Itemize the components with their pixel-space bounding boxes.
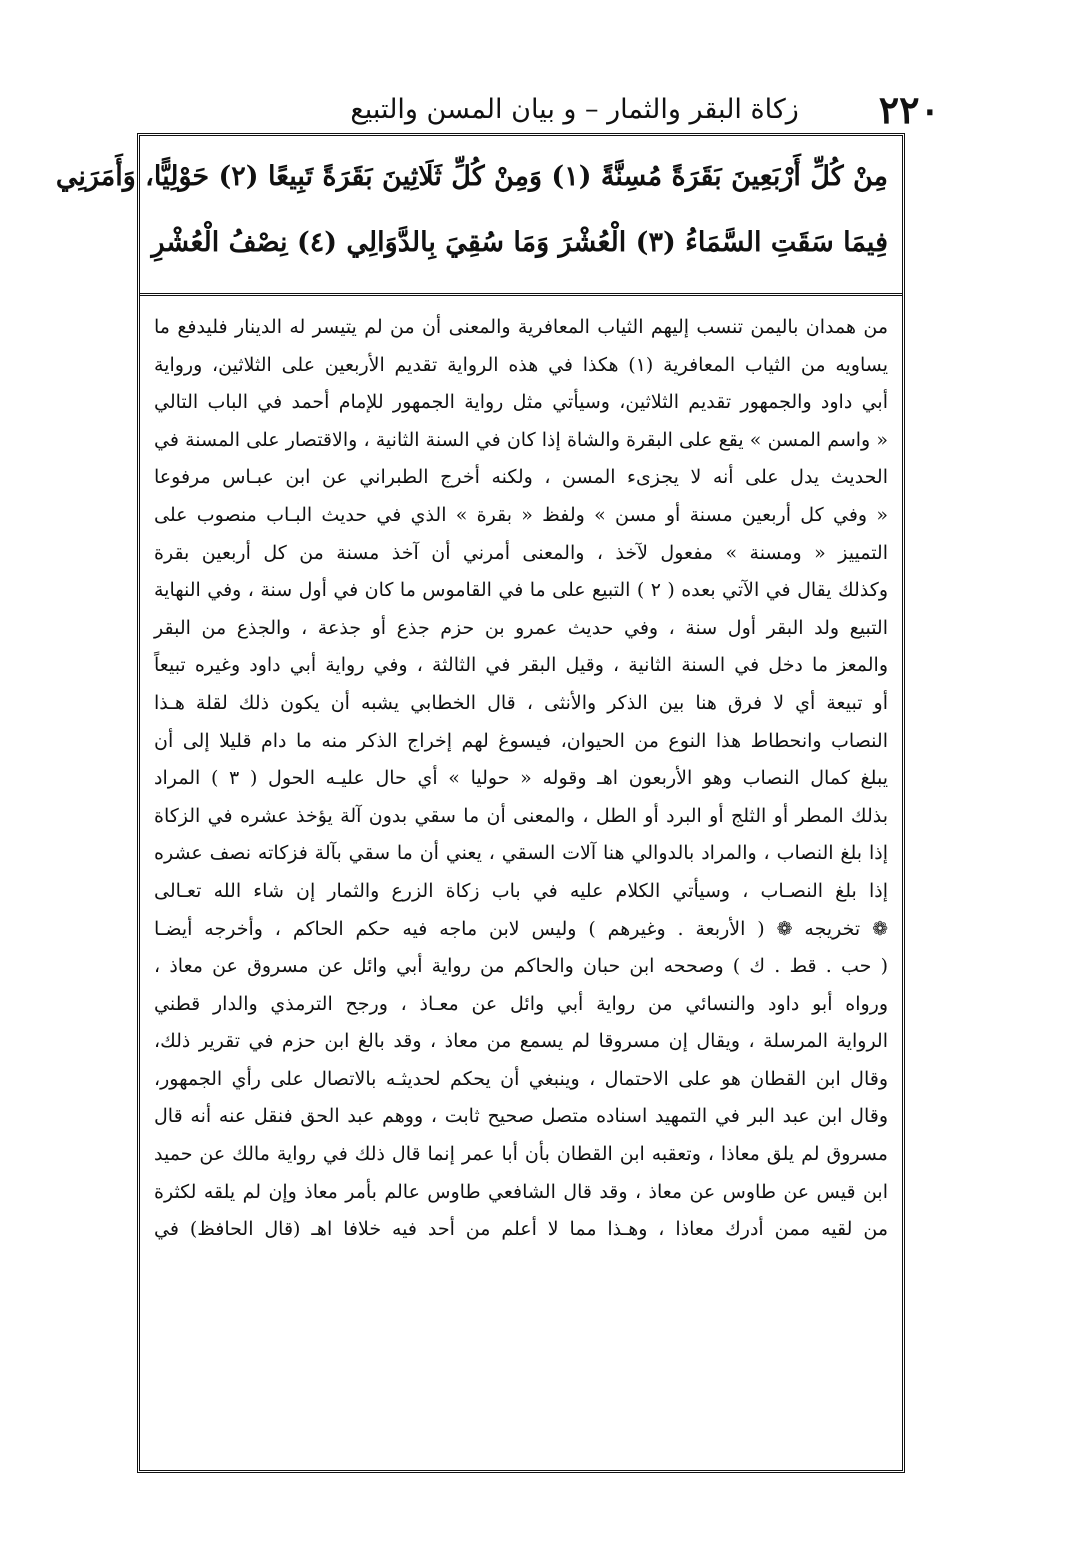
commentary-line: من همدان باليمن تنسب إليهم الثياب المعافرية والمعنى أن من لم يتيسر له الدينار فليدفع ما <box>154 316 888 338</box>
commentary-line: النصاب وانحطاط هذا النوع من الحيوان، فيسوغ لهم إخراج الذكر منه ما دام قليلا إلى أن <box>154 729 888 752</box>
commentary-line: من لقيه ممن أدرك معاذا ، وهـذا مما لا أعلم من أحد فيه خلافا اهـ (قال الحافظ) في <box>154 1218 888 1241</box>
page-number: ٢٢٠ <box>878 86 940 132</box>
commentary-line: ❁ تخريجه ❁ ( الأربعة . وغيرهم ) وليس لابن ماجه فيه حكم الحاكم ، وأخرجه أيضـا <box>154 917 888 940</box>
page-header <box>140 84 952 134</box>
commentary-line: مسروق لم يلق معاذا ، وتعقبه ابن القطان بأن أبا عمر إنما قال ذلك في رواية مالك عن حميد <box>154 1143 888 1166</box>
commentary-line: الحديث يدل على أنه لا يجزىء المسن ، ولكنه أخرج الطبراني عن ابن عبـاس مرفوعا <box>154 466 888 489</box>
text-frame <box>55 133 905 1473</box>
section-divider <box>140 293 902 296</box>
commentary-line: إذا بلغ النصاب ، والمراد بالدوالي هنا آلات السقي ، يعني أن ما سقي بآلة فزكاته نصف عشره <box>154 842 888 865</box>
commentary-line: ورواه أبو داود والنسائي من رواية أبي وائل عن معـاذ ، ورجح الترمذي والدار قطني <box>154 992 888 1015</box>
running-title: زكاة البقر والثمار – و بيان المسن والتبيع <box>350 93 799 125</box>
commentary-line: التبيع ولد البقر أول سنة ، وفي حديث عمرو بن حزم جذع أو جذعة ، والجذع من البقر <box>154 616 888 639</box>
commentary-line: أو تبيعة أي لا فرق هنا بين الذكر والأنثى ، قال الخطابي يشبه أن يكون ذلك لقلة هـذا <box>154 691 888 714</box>
commentary-line: ( حب . قط . ك ) وصححه ابن حبان والحاكم من رواية أبي وائل عن مسروق عن معاذ ، <box>154 955 888 978</box>
commentary-line: يبلغ كمال النصاب وهو الأربعون اهـ وقوله « حوليا » أي حال عليـه الحول ( ٣ ) المراد <box>154 767 888 790</box>
commentary-line: « وفي كل أربعين مسنة أو مسن » ولفظ « بقرة » الذي في حديث البـاب منصوب على <box>154 503 888 526</box>
hadith-text <box>55 144 902 292</box>
commentary-text <box>140 309 902 1249</box>
commentary-line: التمييز « ومسنة » مفعول لآخذ ، والمعنى أمرني أن آخذ مسنة من كل أربعين بقرة <box>154 541 888 564</box>
commentary-line: « واسم المسن » يقع على البقرة والشاة إذا كان في السنة الثانية ، والاقتصار على المسنة في <box>154 428 888 451</box>
commentary-line: وكذلك يقال في الآتي بعده ( ٢ ) التبيع على ما في القاموس ما كان في أول سنة ، وفي النهاية <box>154 579 888 602</box>
commentary-line: يساويه من الثياب المعافرية (١) هكذا في هذه الرواية تقديم الأربعين على الثلاثين، ورواية <box>154 353 888 376</box>
commentary-line: والمعز ما دخل في السنة الثانية ، وقيل البقر في الثالثة ، وفي رواية أبي داود وغيره تبيعاً <box>154 654 888 677</box>
hadith-line: فِيمَا سَقَتِ السَّمَاءُ (٣) الْعُشْرَ وَمَا سُقِيَ بِالدَّوَالِي (٤) نِصْفُ الْعُشْرِ <box>151 227 888 258</box>
commentary-line: الرواية المرسلة ، ويقال إن مسروقا لم يسمع من معاذ ، وقد بالغ ابن حزم في تقرير ذلك، <box>154 1030 889 1053</box>
commentary-line: ابن قيس عن طاوس عن معاذ ، وقد قال الشافعي طاوس عالم بأمر معاذ وإن لم يلقه لكثرة <box>154 1180 888 1203</box>
commentary-line: إذا بلغ النصـاب ، وسيأتي الكلام عليه في باب زكاة الزرع والثمار إن شاء الله تعـالى <box>154 879 888 902</box>
commentary-line: وقال ابن عبد البر في التمهيد اسناده متصل صحيح ثابت ، ووهم عبد الحق فنقل عنه أنه قال <box>154 1105 888 1128</box>
commentary-line: أبي داود والجمهور تقديم الثلاثين، وسيأتي مثل رواية الجمهور للإمام أحمد في الباب التالي <box>154 391 888 414</box>
hadith-line: مِنْ كُلِّ أَرْبَعِينَ بَقَرَةً مُسِنَّةً (١) وَمِنْ كُلِّ ثَلَاثِينَ بَقَرَةً تَبِيعًا (٢) حَوْلِيًّا، وَأَمَرَنِي <box>55 161 888 192</box>
commentary-line: وقال ابن القطان هو على الاحتمال ، وينبغي أن يحكم لحديثـه بالاتصال على رأي الجمهور، <box>154 1067 888 1090</box>
commentary-line: بذلك المطر أو الثلج أو البرد أو الطل ، والمعنى أن ما سقي بدون آلة يؤخذ عشره في الزكاة <box>154 804 888 827</box>
